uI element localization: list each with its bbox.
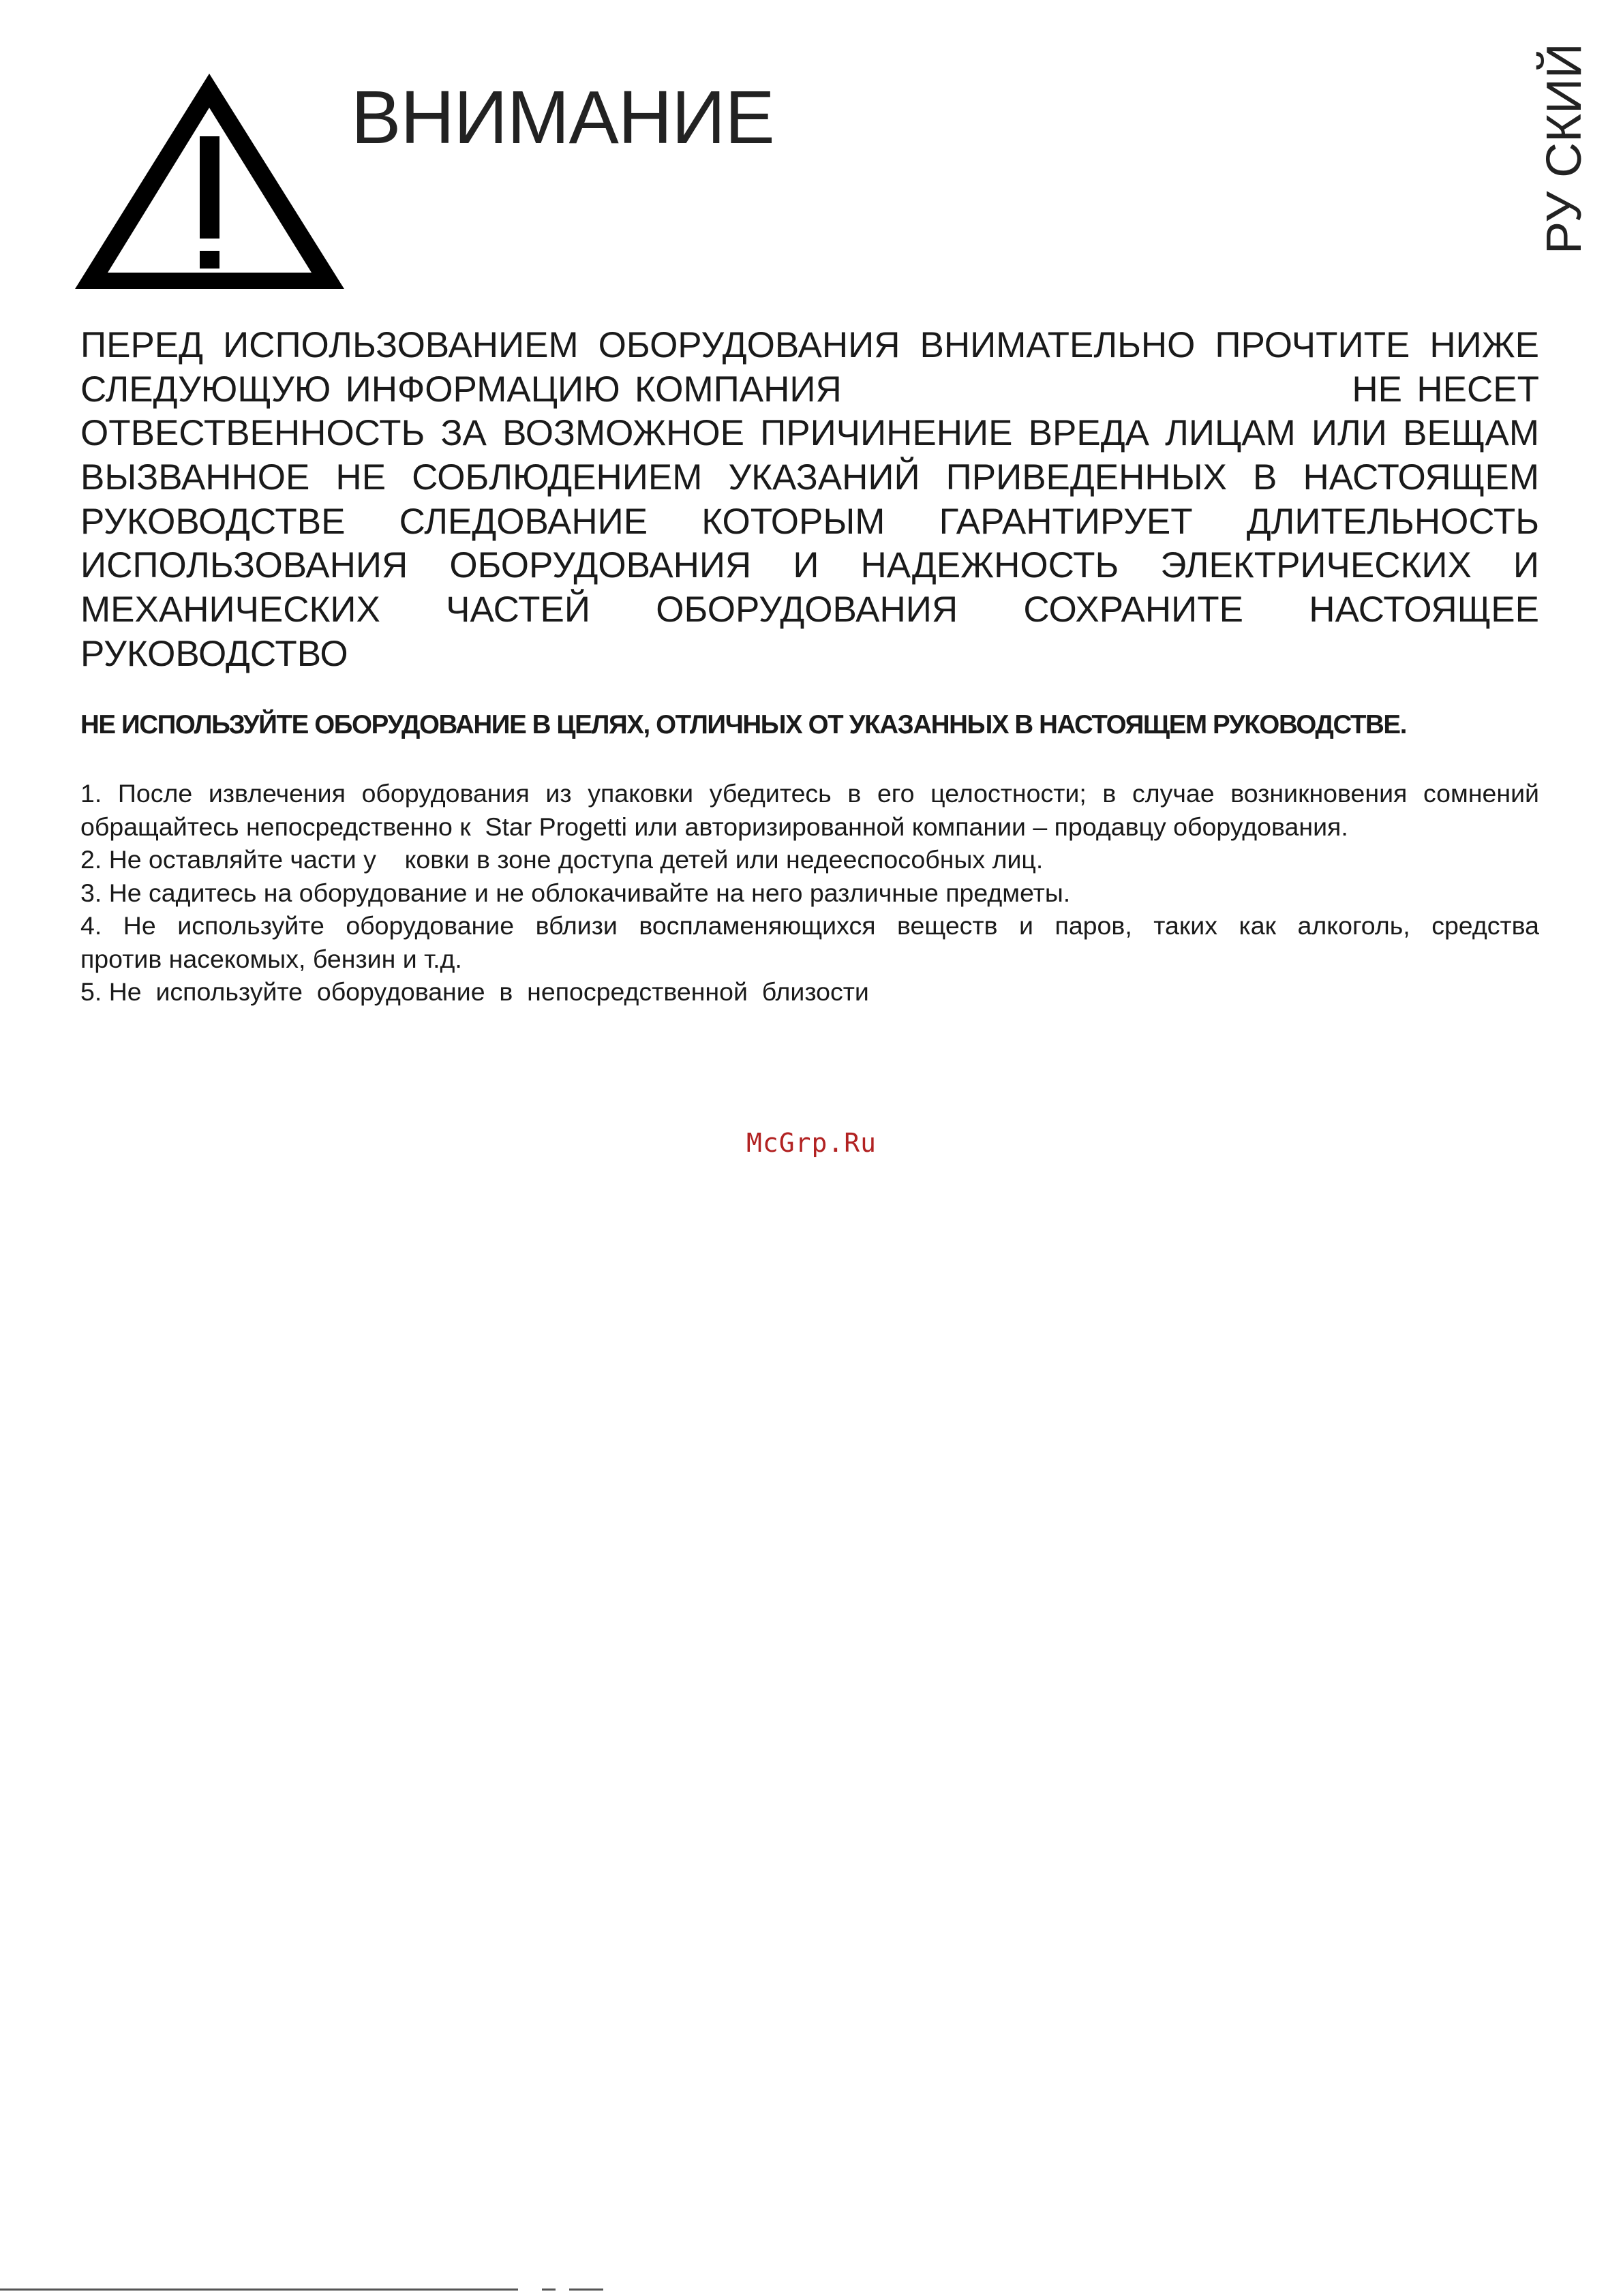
- intro-line: ОТВЕСТВЕННОСТЬ ЗА ВОЗМОЖНОЕ ПРИЧИНЕНИЕ ВРЕДА ЛИЦАМ ИЛИ ВЕЩАМ: [80, 413, 1539, 454]
- footer-artifact: [0, 2289, 1623, 2296]
- intro-line: ВЫЗВАННОЕ НЕ СОБЛЮДЕНИЕМ УКАЗАНИЙ ПРИВЕДЕННЫХ В НАСТОЯЩЕМ: [80, 457, 1539, 498]
- list-item: 3. Не садитесь на оборудование и не облокачивайте на него различные предметы.: [80, 878, 1071, 907]
- list-item: против насекомых, бензин и т.д.: [80, 944, 462, 973]
- intro-paragraph: [80, 324, 1539, 677]
- language-tab: [1537, 19, 1592, 264]
- page-title: ВНИМАНИЕ: [351, 76, 774, 159]
- list-item: обращайтесь непосредственно к Star Progetti или авторизированной компании – продавцу оборудования.: [80, 812, 1348, 841]
- watermark: McGrp.Ru: [746, 1128, 877, 1158]
- list-item: 1. После извлечения оборудования из упаковки убедитесь в его целостности; в случае возникновения сомнений: [80, 779, 1539, 808]
- warning-triangle-icon: [75, 74, 344, 289]
- language-label: РУ СКИЙ: [1537, 43, 1592, 254]
- intro-line: СЛЕДУЮЩУЮ ИНФОРМАЦИЮ КОМПАНИЯ НЕ НЕСЕТ: [80, 369, 1539, 410]
- intro-line: РУКОВОДСТВО: [80, 633, 348, 674]
- list-item: 2. Не оставляйте части у ковки в зоне доступа детей или недееспособных лиц.: [80, 845, 1044, 874]
- intro-line: ИСПОЛЬЗОВАНИЯ ОБОРУДОВАНИЯ И НАДЕЖНОСТЬ ЭЛЕКТРИЧЕСКИХ И: [80, 545, 1539, 586]
- list-item: 5. Не используйте оборудование в непосредственной близости: [80, 977, 869, 1006]
- intro-line: ПЕРЕД ИСПОЛЬЗОВАНИЕМ ОБОРУДОВАНИЯ ВНИМАТЕЛЬНО ПРОЧТИТЕ НИЖЕ: [80, 325, 1539, 365]
- list-item: 4. Не используйте оборудование вблизи воспламеняющихся веществ и паров, таких как алкоголь, средства: [80, 911, 1539, 940]
- intro-line: РУКОВОДСТВЕ СЛЕДОВАНИЕ КОТОРЫМ ГАРАНТИРУЕТ ДЛИТЕЛЬНОСТЬ: [80, 501, 1539, 542]
- safety-instructions-list: [80, 777, 1539, 1009]
- intro-line: МЕХАНИЧЕСКИХ ЧАСТЕЙ ОБОРУДОВАНИЯ СОХРАНИТЕ НАСТОЯЩЕЕ: [80, 590, 1539, 630]
- usage-notice: НЕ ИСПОЛЬЗУЙТЕ ОБОРУДОВАНИЕ В ЦЕЛЯХ, ОТЛИЧНЫХ ОТ УКАЗАННЫХ В НАСТОЯЩЕМ РУКОВОДСТВЕ.: [80, 710, 1406, 739]
